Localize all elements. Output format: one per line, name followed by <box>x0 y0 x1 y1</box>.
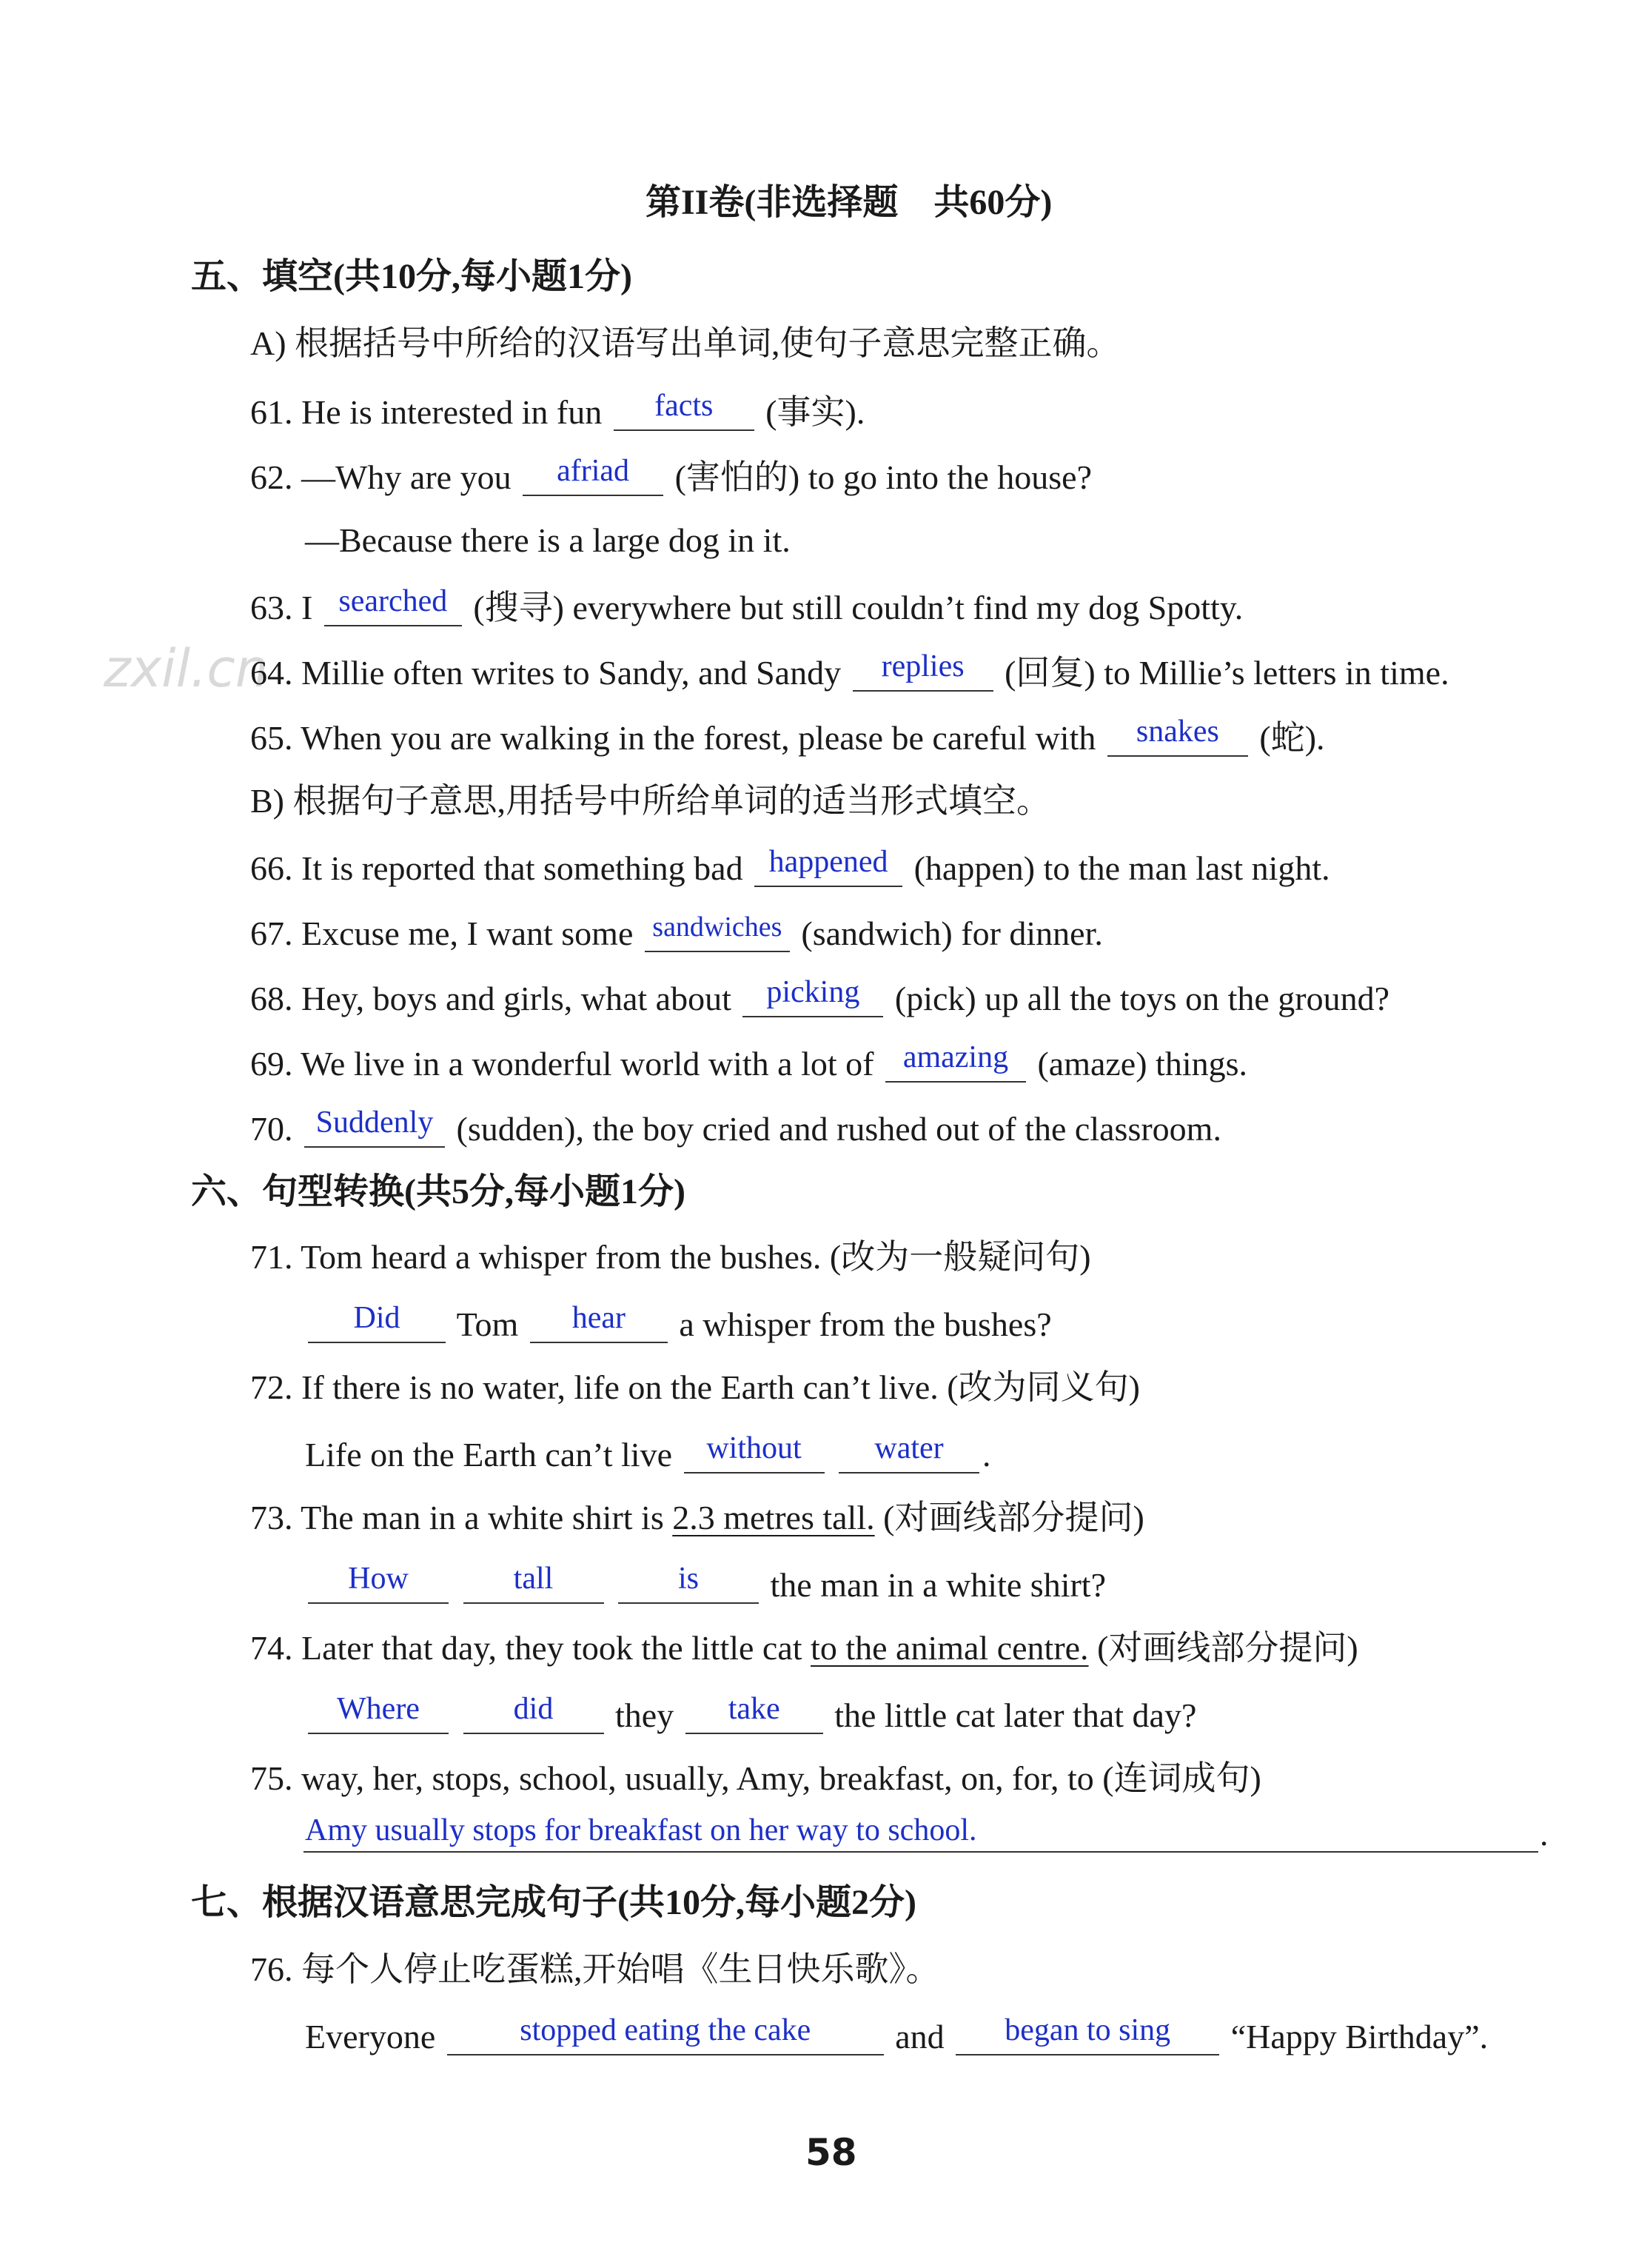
answer-text: is <box>677 1562 699 1596</box>
answer-text: replies <box>881 649 965 683</box>
answer-blank <box>839 1431 979 1473</box>
question-71-answer-line: Did Tom hear a whisper from the bushes? <box>305 1300 1052 1347</box>
question-66: 66. It is reported that something bad happened (happen) to the man last night. <box>250 845 1330 887</box>
answer-blank <box>614 388 754 431</box>
answer-text: water <box>874 1431 944 1465</box>
answer-text: did <box>513 1692 554 1726</box>
question-73-answer-line: How tall is the man in a white shirt? <box>305 1561 1106 1608</box>
question-67: 67. Excuse me, I want some sandwiches (sandwich) for dinner. <box>250 909 1103 956</box>
question-68: 68. Hey, boys and girls, what about picking (pick) up all the toys on the ground? <box>250 975 1389 1017</box>
answer-text: afriad <box>557 454 630 488</box>
page-number: 58 <box>805 2131 857 2174</box>
section-five-heading: 五、填空(共10分,每小题1分) <box>191 257 632 296</box>
answer-blank <box>463 1691 604 1734</box>
section-five-b-instruction: B) 根据句子意思,用括号中所给单词的适当形式填空。 <box>250 782 1050 820</box>
answer-text: picking <box>766 975 860 1009</box>
question-76-answer-line: Everyone stopped eating the cake and began to sing “Happy Birthday”. <box>305 2013 1489 2055</box>
answer-text: take <box>728 1692 780 1726</box>
answer-blank <box>885 1040 1026 1083</box>
answer-blank <box>1107 714 1248 757</box>
answer-blank <box>754 844 902 887</box>
question-71: 71. Tom heard a whisper from the bushes. (改为一般疑问句) <box>250 1238 1091 1276</box>
answer-text: without <box>706 1431 802 1465</box>
question-62: 62. —Why are you afriad (害怕的) to go into the house? <box>250 454 1092 496</box>
question-72: 72. If there is no water, life on the Earth can’t live. (改为同义句) <box>250 1368 1140 1406</box>
answer-text: Did <box>353 1301 400 1335</box>
section-seven-heading: 七、根据汉语意思完成句子(共10分,每小题2分) <box>191 1883 916 1922</box>
watermark: zxil.cn <box>104 638 269 699</box>
answer-blank <box>530 1300 668 1343</box>
answer-text: snakes <box>1136 715 1219 749</box>
question-65: 65. When you are walking in the forest, please be careful with snakes (蛇). <box>250 715 1325 757</box>
question-62-reply: —Because there is a large dog in it. <box>305 521 791 559</box>
question-69: 69. We live in a wonderful world with a lot of amazing (amaze) things. <box>250 1040 1247 1083</box>
question-64: 64. Millie often writes to Sandy, and Sandy replies (回复) to Millie’s letters in time. <box>250 649 1449 692</box>
answer-blank <box>685 1691 823 1734</box>
answer-text: sandwiches <box>652 911 782 943</box>
answer-blank <box>853 649 993 692</box>
answer-blank <box>304 1105 445 1148</box>
answer-blank <box>618 1561 759 1604</box>
underlined-phrase: 2.3 metres tall. <box>672 1499 875 1536</box>
sentence-period: . <box>1540 1815 1549 1853</box>
section-six-heading: 六、句型转换(共5分,每小题1分) <box>191 1172 685 1211</box>
answer-blank <box>447 2013 884 2055</box>
question-74: 74. Later that day, they took the little cat to the animal centre. (对画线部分提问) <box>250 1629 1358 1667</box>
question-75: 75. way, her, stops, school, usually, Amy, breakfast, on, for, to (连词成句) <box>250 1759 1261 1797</box>
answer-blank <box>684 1431 825 1473</box>
answer-text: Where <box>337 1692 420 1726</box>
answer-text: tall <box>513 1562 554 1596</box>
question-74-answer-line: Where did they take the little cat later that day? <box>305 1691 1196 1738</box>
page-title: 第II卷(非选择题 共60分) <box>646 183 1053 222</box>
answer-text: Amy usually stops for breakfast on her way to school. <box>305 1813 977 1847</box>
answer-text: stopped eating the cake <box>520 2013 811 2047</box>
question-63: 63. I searched (搜寻) everywhere but still couldn’t find my dog Spotty. <box>250 584 1244 626</box>
answer-blank <box>308 1561 449 1604</box>
answer-blank <box>523 453 663 496</box>
answer-blank <box>308 1300 446 1343</box>
answer-blank <box>324 583 462 626</box>
answer-blank <box>304 1807 1538 1853</box>
question-72-answer-line: Life on the Earth can’t live without water . <box>305 1431 991 1473</box>
answer-text: happened <box>768 845 888 879</box>
question-61: 61. He is interested in fun facts (事实). <box>250 389 865 431</box>
answer-text: Suddenly <box>315 1105 434 1140</box>
section-five-a-instruction: A) 根据括号中所给的汉语写出单词,使句子意思完整正确。 <box>250 324 1121 362</box>
answer-blank <box>742 974 883 1017</box>
answer-text: searched <box>338 584 448 618</box>
question-73: 73. The man in a white shirt is 2.3 metres tall. (对画线部分提问) <box>250 1499 1144 1536</box>
answer-text: began to sing <box>1005 2013 1171 2047</box>
answer-text: facts <box>654 389 714 423</box>
answer-text: amazing <box>902 1040 1009 1074</box>
answer-blank <box>956 2013 1219 2055</box>
answer-blank <box>645 909 790 952</box>
answer-text: How <box>348 1562 409 1596</box>
question-76: 76. 每个人停止吃蛋糕,开始唱《生日快乐歌》。 <box>250 1950 940 1988</box>
question-70: 70. Suddenly (sudden), the boy cried and rushed out of the classroom. <box>250 1105 1221 1148</box>
answer-blank <box>463 1561 604 1604</box>
answer-blank <box>308 1691 449 1734</box>
underlined-phrase: to the animal centre. <box>811 1629 1089 1667</box>
answer-text: hear <box>571 1301 626 1335</box>
